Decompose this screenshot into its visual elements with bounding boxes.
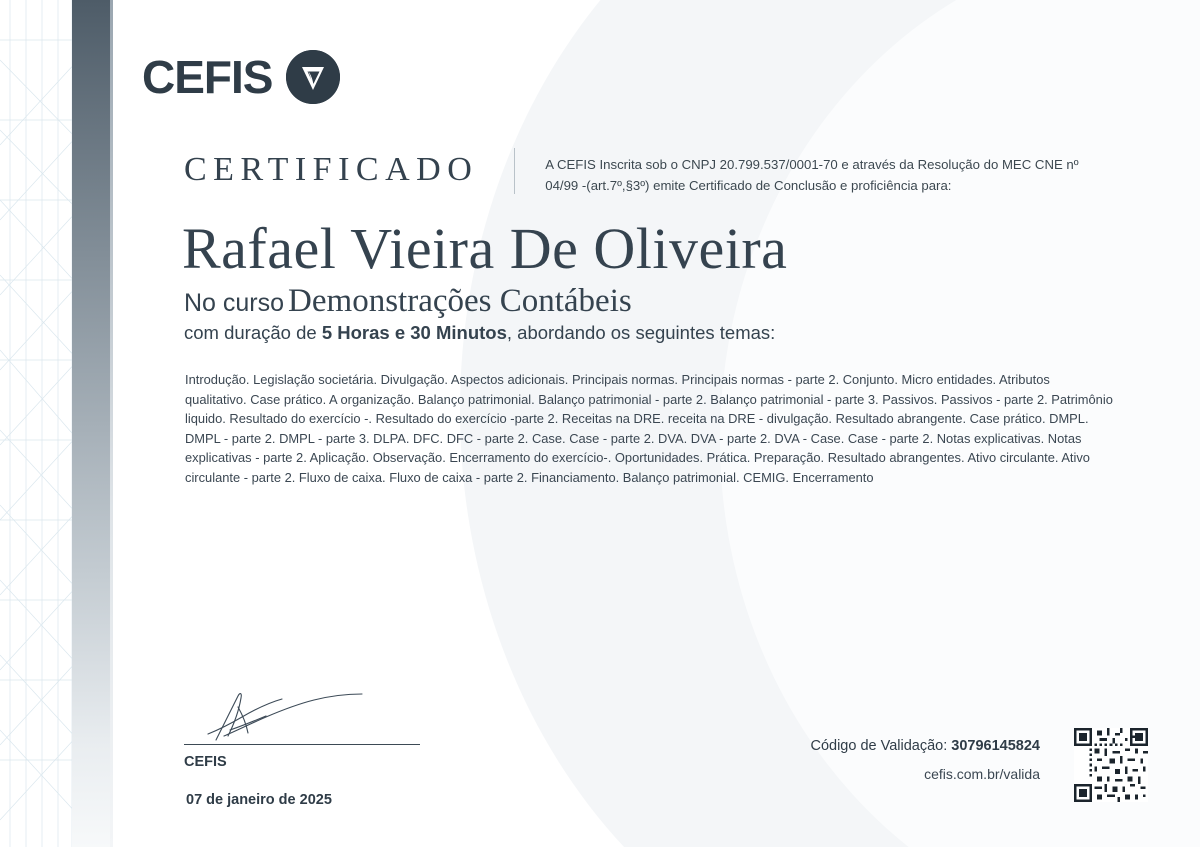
validation-block — [810, 738, 1040, 782]
duration-prefix-label: com duração de — [184, 322, 317, 343]
validation-code-line — [810, 738, 1040, 754]
signature-line — [184, 744, 420, 745]
course-line — [184, 283, 632, 320]
course-prefix-label: No curso — [184, 289, 285, 317]
validation-label: Código de Validação: — [810, 738, 948, 754]
signature-date: 07 de janeiro de 2025 — [186, 792, 332, 808]
brand-logo — [142, 50, 340, 104]
course-name: Demonstrações Contábeis — [288, 283, 632, 319]
qr-code-icon[interactable] — [1074, 728, 1148, 802]
legal-text: A CEFIS Inscrita sob o CNPJ 20.799.537/0001-70 e através da Resolução do MEC CNE nº 04/99 -(art.7º,§3º) emite Certificado de Conclusão e proficiência para: — [545, 157, 1079, 193]
page-title: CERTIFICADO — [184, 151, 479, 188]
duration-line — [184, 322, 775, 344]
certificate-title-row — [184, 148, 1085, 196]
duration-suffix-label: , abordando os seguintes temas: — [506, 322, 776, 343]
title-divider — [514, 148, 515, 194]
duration-value: 5 Horas e 30 Minutos — [321, 322, 507, 343]
validation-url[interactable]: cefis.com.br/valida — [924, 766, 1040, 782]
validation-code: 30796145824 — [951, 738, 1040, 754]
brand-name: CEFIS — [142, 51, 273, 103]
cefis-diamond-icon — [286, 50, 340, 104]
topics-list: Introdução. Legislação societária. Divulgação. Aspectos adicionais. Principais normas. Principais normas - parte 2. Conjunto. Micro entidades. Atributos qualitativo. Case prático. A organização. Balanço patrimonial. Balanço patrimonial - parte 2. Balanço patrimonial - parte 3. Passivos. Passivos - parte 2. Patrimônio liquido. Resultado do exercício -. Resultado do exercício -parte 2. Receitas na DRE. receita na DRE - divulgação. Resultado abrangente. Case prático. DMPL. DMPL - parte 2. DMPL - parte 3. DLPA. DFC. DFC - parte 2. Case. Case - parte 2. DVA. DVA - parte 2. DVA - Case. Case - parte 2. Notas explicativas. Notas explicativas - parte 2. Aplicação. Observação. Encerramento do exercício-. Oportunidades. Prática. Preparação. Resultado abrangentes. Ativo circulante. Ativo circulante - parte 2. Fluxo de caixa. Fluxo de caixa - parte 2. Financiamento. Balanço patrimonial. CEMIG. Encerramento — [185, 372, 1113, 485]
signature-name: CEFIS — [184, 754, 227, 770]
signature-block — [184, 690, 424, 808]
handwritten-signature-icon — [194, 690, 424, 742]
student-name: Rafael Vieira De Oliveira — [182, 216, 788, 281]
